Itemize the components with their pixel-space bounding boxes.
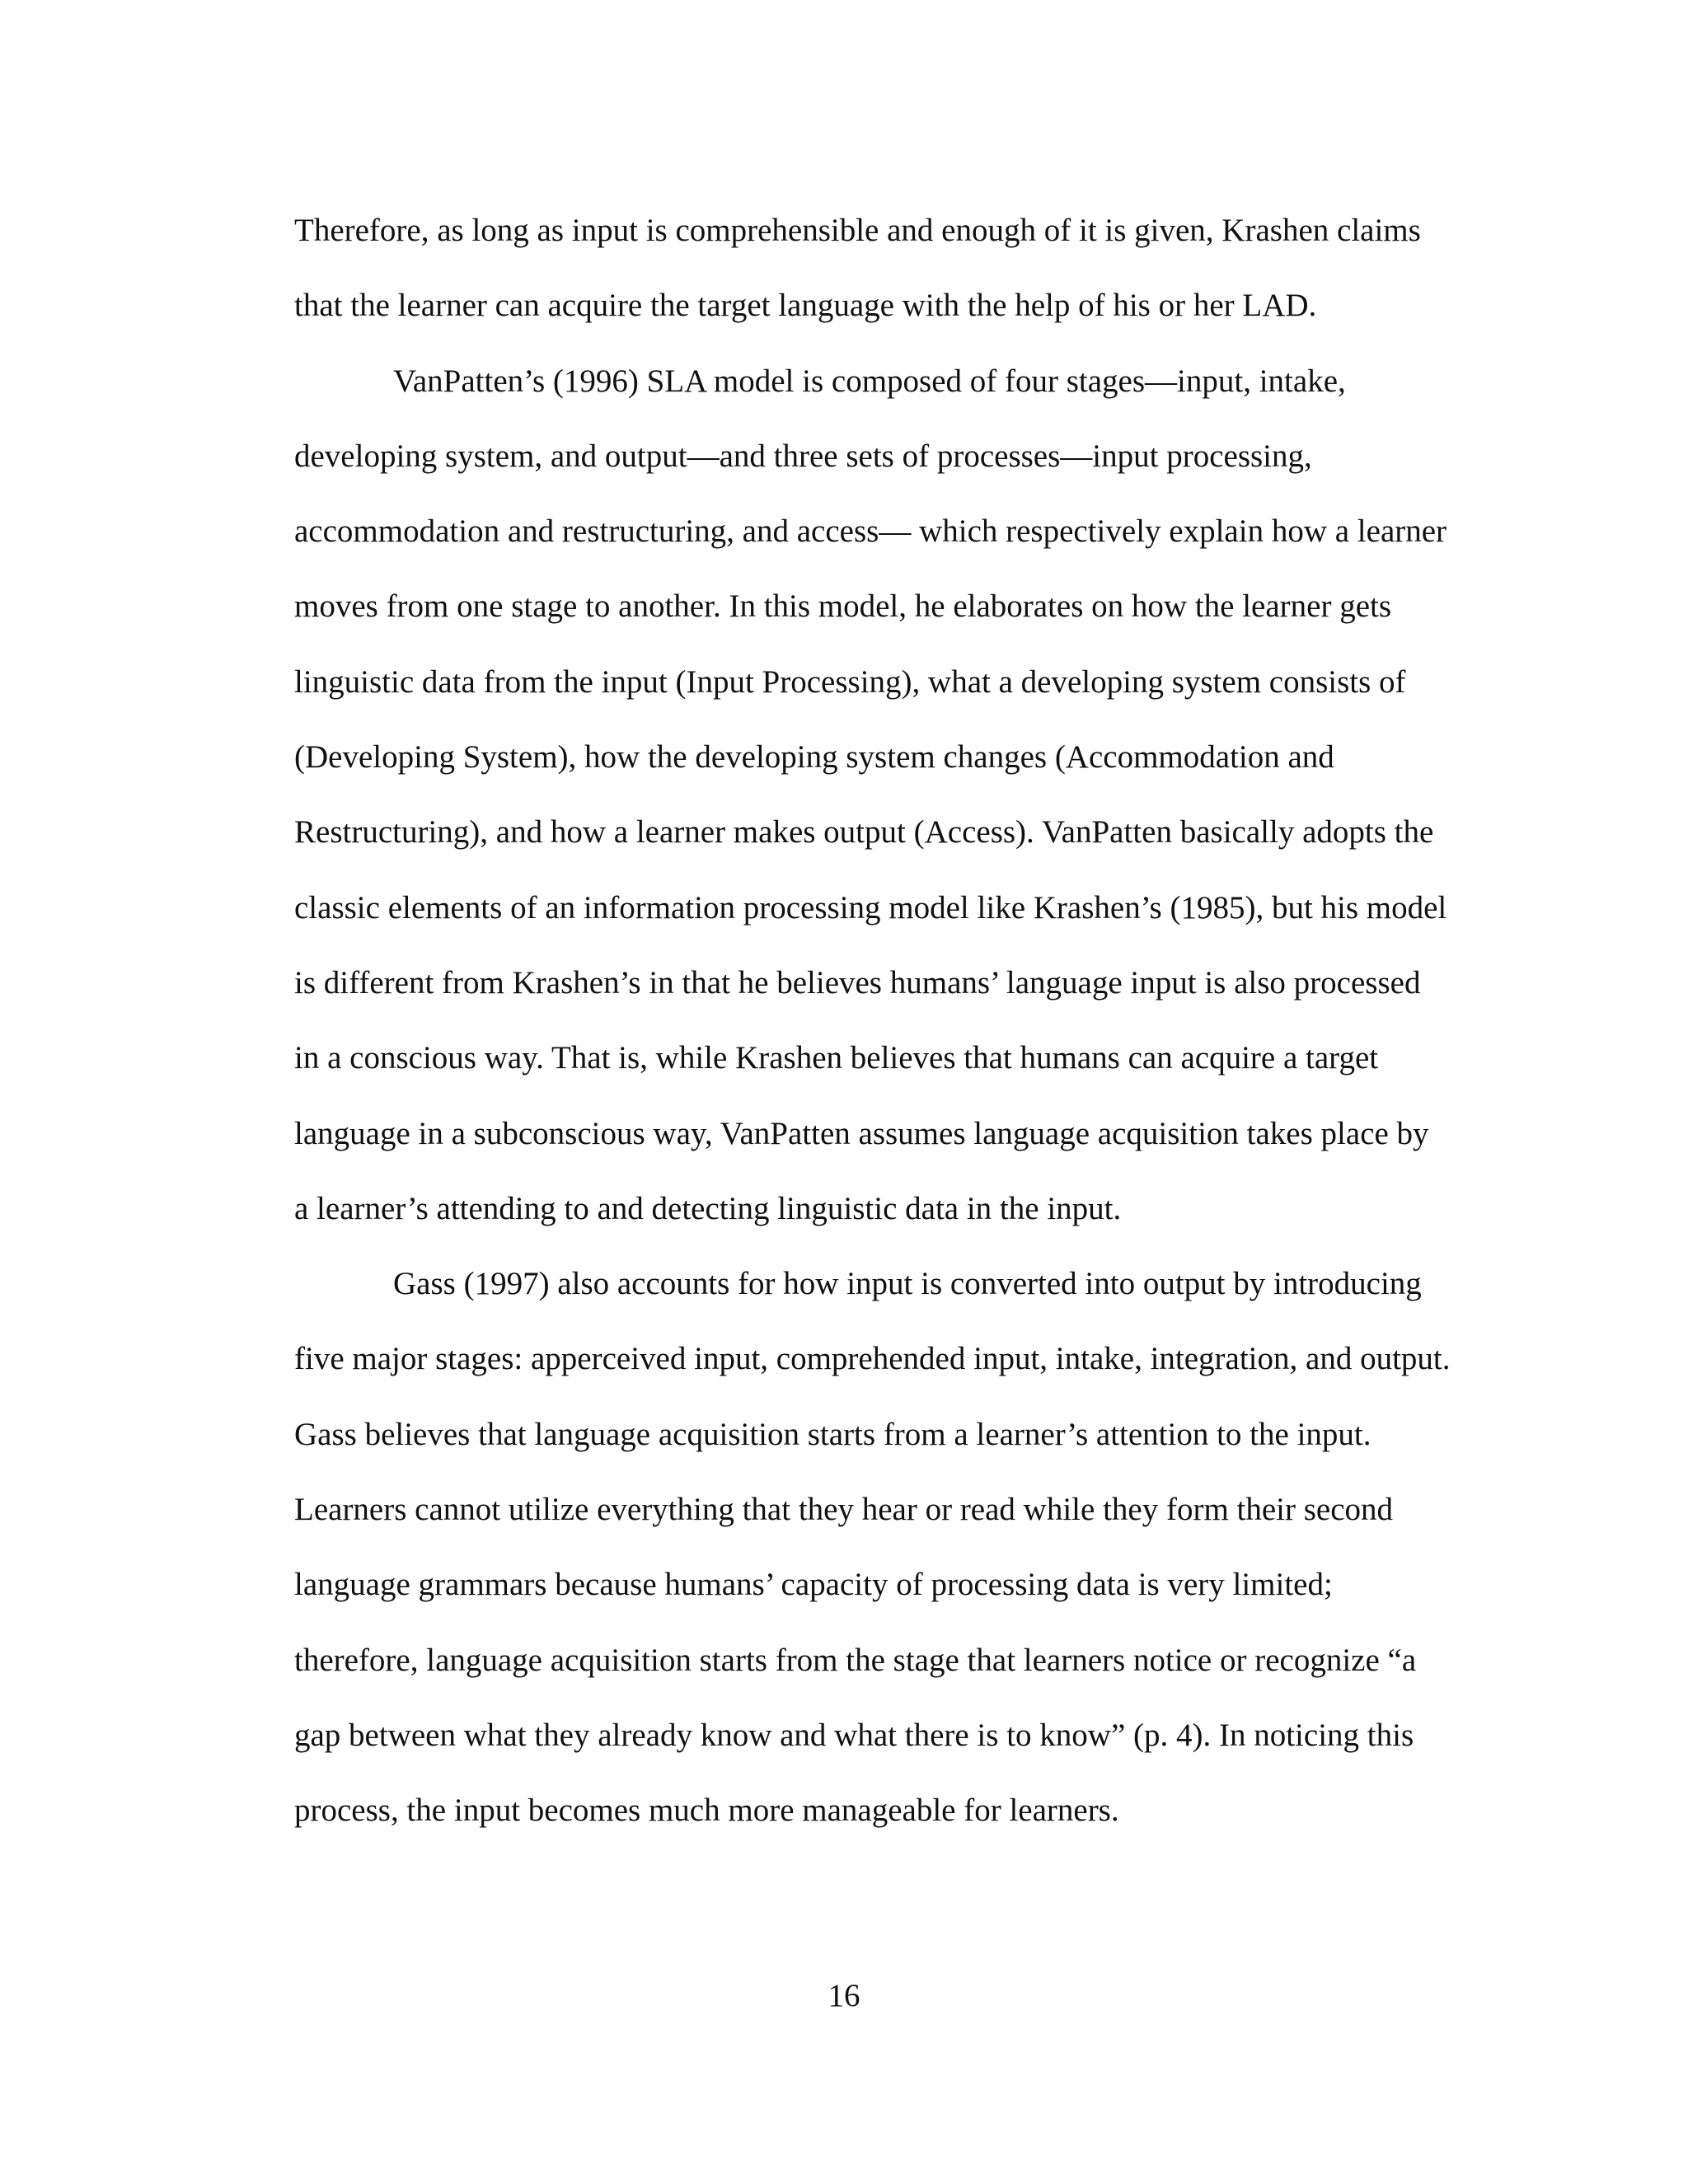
text-line: gap between what they already know and what there is to know” (p. 4). In noticing this [294, 1717, 1414, 1753]
text-line: Gass believes that language acquisition starts from a learner’s attention to the input. [294, 1416, 1372, 1452]
paragraph-start-line: Gass (1997) also accounts for how input is converted into output by introducing [393, 1266, 1422, 1302]
text-line: language grammars because humans’ capacity of processing data is very limited; [294, 1567, 1333, 1603]
text-line: language in a subconscious way, VanPatten assumes language acquisition takes place by [294, 1115, 1429, 1151]
text-line: moves from one stage to another. In this model, he elaborates on how the learner gets [294, 588, 1392, 625]
text-line: Learners cannot utilize everything that they hear or read while they form their second [294, 1492, 1394, 1528]
text-line: classic elements of an information processing model like Krashen’s (1985), but his model [294, 889, 1447, 926]
text-line: process, the input becomes much more manageable for learners. [294, 1793, 1119, 1829]
text-line: accommodation and restructuring, and access— which respectively explain how a learner [294, 513, 1447, 550]
body-text [294, 193, 1481, 1849]
text-line: Restructuring), and how a learner makes output (Access). VanPatten basically adopts the [294, 814, 1434, 851]
text-line: linguistic data from the input (Input Processing), what a developing system consists of [294, 663, 1406, 700]
text-line: a learner’s attending to and detecting linguistic data in the input. [294, 1190, 1122, 1226]
text-line: that the learner can acquire the target language with the help of his or her LAD. [294, 288, 1317, 324]
page-number: 16 [828, 1978, 860, 2013]
text-line: five major stages: apperceived input, comprehended input, intake, integration, and output. [294, 1341, 1451, 1377]
paragraph-start-line: VanPatten’s (1996) SLA model is composed of four stages—input, intake, [393, 363, 1346, 399]
text-line: in a conscious way. That is, while Krashen believes that humans can acquire a target [294, 1040, 1379, 1076]
text-line: is different from Krashen’s in that he believes humans’ language input is also processed [294, 964, 1421, 1001]
text-line: developing system, and output—and three sets of processes—input processing, [294, 438, 1312, 474]
text-line: therefore, language acquisition starts from the stage that learners notice or recognize “a [294, 1642, 1417, 1678]
text-line: (Developing System), how the developing system changes (Accommodation and [294, 739, 1334, 776]
text-line: Therefore, as long as input is comprehensible and enough of it is given, Krashen claims [294, 213, 1421, 248]
